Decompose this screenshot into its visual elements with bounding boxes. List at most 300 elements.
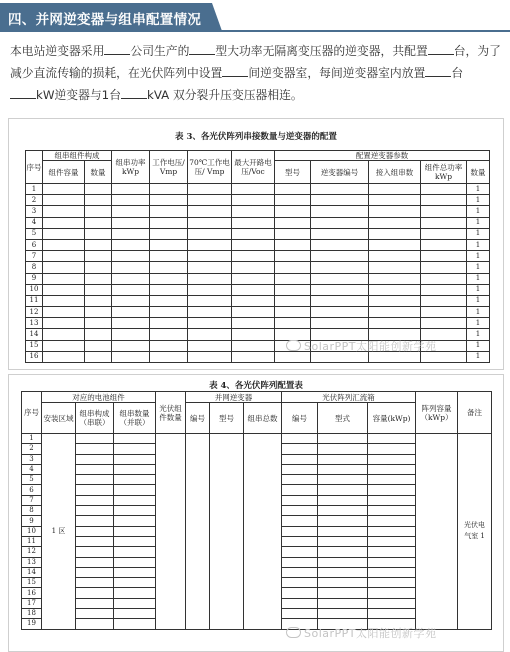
table-cell	[43, 318, 85, 329]
blank-per-room	[425, 64, 451, 77]
t3-h-count: 数量	[85, 161, 112, 184]
t3-h-group: 组串组件构成	[43, 151, 112, 161]
table-cell	[282, 526, 318, 536]
table-cell	[368, 464, 416, 474]
t4-h-inv-model: 型号	[210, 403, 244, 434]
table-cell	[282, 609, 318, 619]
table-cell	[114, 526, 156, 536]
table-cell	[76, 588, 114, 598]
para-text-5: 间逆变器室，每间逆变器室内放置	[248, 66, 426, 80]
table-cell	[318, 609, 368, 619]
table-cell	[368, 506, 416, 516]
table-cell	[369, 195, 421, 206]
table-cell	[369, 217, 421, 228]
table-cell	[421, 273, 467, 284]
table-cell	[112, 318, 150, 329]
table-cell	[311, 228, 369, 239]
row-number: 4	[22, 464, 42, 474]
table-cell	[368, 547, 416, 557]
table-cell	[112, 228, 150, 239]
blank-company	[104, 42, 130, 55]
table-cell	[150, 195, 188, 206]
row-number: 8	[22, 506, 42, 516]
table-cell	[85, 206, 112, 217]
table-cell	[188, 195, 232, 206]
para-text-7: kW逆变器与1台	[36, 88, 121, 102]
table-row	[26, 239, 490, 250]
table-cell	[275, 307, 311, 318]
table-cell	[275, 284, 311, 295]
table-row	[26, 295, 490, 306]
row-number: 1	[26, 184, 43, 195]
row-number: 18	[22, 609, 42, 619]
table-cell	[43, 195, 85, 206]
table-cell	[43, 217, 85, 228]
row-number: 13	[26, 318, 43, 329]
table-cell	[232, 340, 275, 351]
table-cell	[368, 588, 416, 598]
t3-h-access: 接入组串数	[369, 161, 421, 184]
table-cell	[76, 547, 114, 557]
table-cell	[369, 307, 421, 318]
table-cell	[114, 495, 156, 505]
table-cell	[318, 536, 368, 546]
row-number: 9	[26, 273, 43, 284]
table-cell	[318, 598, 368, 608]
table-cell	[150, 318, 188, 329]
table-cell	[421, 217, 467, 228]
table-cell	[85, 351, 112, 362]
table-cell	[150, 251, 188, 262]
section-title: 四、并网逆变器与组串配置情况	[8, 12, 202, 28]
table-cell	[112, 251, 150, 262]
table-cell	[369, 251, 421, 262]
row-number: 2	[22, 444, 42, 454]
table-cell	[368, 495, 416, 505]
table-cell	[43, 351, 85, 362]
table-row	[26, 273, 490, 284]
row-number: 10	[22, 526, 42, 536]
table-cell	[114, 464, 156, 474]
table-cell	[188, 239, 232, 250]
table-cell	[282, 495, 318, 505]
t3-h-string-power: 组串功率 kWp	[112, 151, 150, 184]
table-cell	[232, 329, 275, 340]
table-cell	[150, 184, 188, 195]
table-cell	[275, 251, 311, 262]
table-cell	[112, 351, 150, 362]
row-quantity: 1	[467, 217, 490, 228]
t3-h-voltage70: 70℃工作电压/ Vmp	[188, 151, 232, 184]
row-number: 2	[26, 195, 43, 206]
table-cell	[76, 619, 114, 629]
table3-caption: 表 3、各光伏阵列串接数量与逆变器的配置	[175, 132, 337, 142]
table-cell	[188, 228, 232, 239]
table-cell	[112, 284, 150, 295]
table-cell	[282, 557, 318, 567]
table-cell	[112, 195, 150, 206]
table-cell	[275, 206, 311, 217]
row-number: 6	[22, 485, 42, 495]
watermark-text: SolarPPT太阳能创新学苑	[304, 340, 437, 353]
table-cell	[43, 228, 85, 239]
table-cell	[188, 351, 232, 362]
table-cell	[112, 206, 150, 217]
table-cell	[368, 536, 416, 546]
table-cell	[421, 307, 467, 318]
row-number: 15	[22, 578, 42, 588]
table-cell	[421, 295, 467, 306]
row-number: 5	[26, 228, 43, 239]
table-cell	[318, 485, 368, 495]
table-cell	[188, 284, 232, 295]
table-cell	[275, 295, 311, 306]
row-number: 14	[22, 567, 42, 577]
table-cell	[76, 454, 114, 464]
table-cell	[112, 340, 150, 351]
table-cell	[421, 195, 467, 206]
table-cell	[369, 262, 421, 273]
table-cell	[282, 475, 318, 485]
row-number: 12	[22, 547, 42, 557]
table-cell	[85, 184, 112, 195]
table-cell	[43, 273, 85, 284]
table-row	[26, 217, 490, 228]
watermark-logo-icon	[286, 627, 301, 638]
table-cell	[311, 262, 369, 273]
table-cell	[76, 567, 114, 577]
table-row	[26, 318, 490, 329]
t3-h-model: 型号	[275, 161, 311, 184]
table-cell	[311, 184, 369, 195]
t4-h-inv-no: 编号	[186, 403, 210, 434]
table-cell	[368, 485, 416, 495]
table-cell	[150, 340, 188, 351]
t4-h-array-capacity: 阵列容量（kWp）	[416, 392, 458, 434]
pv-count-cell	[156, 434, 186, 630]
row-number: 4	[26, 217, 43, 228]
table-row	[26, 228, 490, 239]
t4-h-inverter: 并网逆变器	[186, 392, 282, 403]
table-cell	[150, 262, 188, 273]
table-cell	[232, 307, 275, 318]
table-cell	[318, 588, 368, 598]
table-cell	[232, 273, 275, 284]
table-cell	[311, 239, 369, 250]
t4-h-inv-total: 组串总数	[244, 403, 282, 434]
table-cell	[282, 547, 318, 557]
t3-h-seq: 序号	[26, 151, 43, 184]
row-number: 5	[22, 475, 42, 485]
table-cell	[188, 217, 232, 228]
row-quantity: 1	[467, 228, 490, 239]
table-cell	[282, 598, 318, 608]
inverter-no-cell	[186, 434, 210, 630]
table-cell	[114, 475, 156, 485]
row-number: 1	[22, 434, 42, 444]
table-cell	[282, 516, 318, 526]
table-cell	[311, 273, 369, 284]
table-cell	[112, 184, 150, 195]
table-cell	[150, 273, 188, 284]
table-cell	[421, 184, 467, 195]
t3-h-capacity: 组件容量	[43, 161, 85, 184]
table-cell	[232, 206, 275, 217]
table-cell	[421, 251, 467, 262]
t3-h-inv-no: 逆变器编号	[311, 161, 369, 184]
row-quantity: 1	[467, 195, 490, 206]
table-cell	[76, 598, 114, 608]
table-cell	[282, 444, 318, 454]
row-quantity: 1	[467, 251, 490, 262]
table-cell	[43, 262, 85, 273]
table-cell	[114, 598, 156, 608]
table-cell	[421, 228, 467, 239]
table-cell	[188, 340, 232, 351]
para-text-3: 型大功率无隔离变压器的逆变器，共配置	[215, 44, 428, 58]
table-cell	[421, 239, 467, 250]
table-cell	[311, 307, 369, 318]
table-row	[22, 434, 492, 444]
t4-h-composition: 组串构成（串联）	[76, 403, 114, 434]
table-cell	[369, 184, 421, 195]
table-cell	[112, 217, 150, 228]
row-number: 11	[22, 536, 42, 546]
watermark	[286, 338, 437, 354]
table-cell	[114, 609, 156, 619]
table-cell	[114, 506, 156, 516]
table-cell	[232, 195, 275, 206]
table-cell	[150, 228, 188, 239]
table-cell	[369, 318, 421, 329]
table-cell	[275, 195, 311, 206]
table-cell	[43, 295, 85, 306]
table-cell	[76, 506, 114, 516]
table-cell	[76, 475, 114, 485]
table-cell	[282, 485, 318, 495]
table-cell	[112, 307, 150, 318]
row-quantity: 1	[467, 262, 490, 273]
table-cell	[368, 454, 416, 464]
table-cell	[232, 228, 275, 239]
table-cell	[282, 588, 318, 598]
table-cell	[76, 536, 114, 546]
table-cell	[368, 578, 416, 588]
table-cell	[114, 578, 156, 588]
table-cell	[368, 516, 416, 526]
section-header-underline	[0, 30, 510, 32]
para-text-4: 台，为了减少直流传输的损耗，在光伏阵列中设置	[10, 44, 501, 80]
table-cell	[43, 329, 85, 340]
row-number: 7	[26, 251, 43, 262]
table-cell	[232, 251, 275, 262]
row-number: 7	[22, 495, 42, 505]
table-cell	[318, 506, 368, 516]
row-number: 15	[26, 340, 43, 351]
table-cell	[188, 295, 232, 306]
table-cell	[114, 485, 156, 495]
t4-h-cb-type: 型式	[318, 403, 368, 434]
table-cell	[368, 526, 416, 536]
table-cell	[112, 239, 150, 250]
blank-count	[428, 42, 454, 55]
row-quantity: 1	[467, 307, 490, 318]
table-cell	[282, 567, 318, 577]
table-cell	[368, 609, 416, 619]
table-cell	[188, 262, 232, 273]
table-cell	[150, 307, 188, 318]
watermark-text: SolarPPT太阳能创新学苑	[304, 627, 437, 640]
table-row	[26, 195, 490, 206]
table-cell	[112, 262, 150, 273]
table-cell	[369, 273, 421, 284]
table-cell	[114, 619, 156, 629]
table-cell	[76, 464, 114, 474]
table-cell	[85, 284, 112, 295]
table-cell	[85, 262, 112, 273]
table-cell	[188, 318, 232, 329]
note-cell: 光伏电气室 1	[458, 434, 492, 630]
t4-h-group-count: 组串数量（并联）	[114, 403, 156, 434]
row-quantity: 1	[467, 273, 490, 284]
table-cell	[232, 239, 275, 250]
row-quantity: 1	[467, 329, 490, 340]
table-cell	[318, 454, 368, 464]
t3-h-total-power: 组件总功率 kWp	[421, 161, 467, 184]
table-row	[26, 307, 490, 318]
table-cell	[311, 318, 369, 329]
row-number: 9	[22, 516, 42, 526]
inverter-total-cell	[244, 434, 282, 630]
table-cell	[318, 434, 368, 444]
table-cell	[232, 284, 275, 295]
row-number: 16	[26, 351, 43, 362]
table-cell	[150, 284, 188, 295]
table-row	[26, 206, 490, 217]
table-cell	[421, 206, 467, 217]
table-cell	[85, 340, 112, 351]
table-cell	[76, 495, 114, 505]
table-cell	[318, 516, 368, 526]
table-row	[26, 184, 490, 195]
array-capacity-cell	[416, 434, 458, 630]
table-cell	[421, 262, 467, 273]
blank-kva	[121, 86, 147, 99]
table-cell	[85, 295, 112, 306]
row-number: 19	[22, 619, 42, 629]
table-cell	[311, 195, 369, 206]
table-cell	[275, 262, 311, 273]
table-cell	[275, 228, 311, 239]
t4-h-cb-no: 编号	[282, 403, 318, 434]
table-cell	[232, 262, 275, 273]
para-text-6: 台	[451, 66, 464, 80]
t3-h-max-voltage: 最大开路电压/Voc	[232, 151, 275, 184]
table-cell	[275, 273, 311, 284]
watermark-logo-icon	[286, 340, 301, 351]
table-cell	[114, 454, 156, 464]
table-cell	[318, 495, 368, 505]
table-cell	[368, 444, 416, 454]
table-cell	[114, 567, 156, 577]
table-cell	[150, 295, 188, 306]
table-cell	[311, 206, 369, 217]
table-cell	[188, 329, 232, 340]
table4-caption: 表 4、各光伏阵列配置表	[209, 381, 303, 391]
table-cell	[43, 340, 85, 351]
table-cell	[369, 228, 421, 239]
table-cell	[232, 217, 275, 228]
table-cell	[85, 329, 112, 340]
table-cell	[43, 206, 85, 217]
table-cell	[188, 184, 232, 195]
table-cell	[369, 206, 421, 217]
table-cell	[311, 217, 369, 228]
table-cell	[318, 557, 368, 567]
watermark	[286, 625, 437, 641]
table-cell	[318, 578, 368, 588]
table3-panel	[8, 118, 504, 370]
table-cell	[150, 351, 188, 362]
table-cell	[150, 206, 188, 217]
table-cell	[150, 329, 188, 340]
table-cell	[76, 557, 114, 567]
table-cell	[112, 295, 150, 306]
table-cell	[85, 307, 112, 318]
table-cell	[76, 578, 114, 588]
table-cell	[421, 318, 467, 329]
table-cell	[43, 251, 85, 262]
t4-h-cb-capacity: 容量(kWp)	[368, 403, 416, 434]
table-cell	[282, 536, 318, 546]
inverter-model-cell	[210, 434, 244, 630]
t4-h-note: 备注	[458, 392, 492, 434]
row-number: 11	[26, 295, 43, 306]
row-number: 6	[26, 239, 43, 250]
table-cell	[275, 217, 311, 228]
table-cell	[318, 526, 368, 536]
t4-h-pv-count: 光伏组件数量	[156, 392, 186, 434]
row-quantity: 1	[467, 318, 490, 329]
table-cell	[232, 295, 275, 306]
table-cell	[368, 598, 416, 608]
table-cell	[114, 536, 156, 546]
row-number: 14	[26, 329, 43, 340]
table-cell	[112, 273, 150, 284]
row-number: 16	[22, 588, 42, 598]
table-cell	[112, 329, 150, 340]
table-cell	[282, 454, 318, 464]
table-cell	[150, 217, 188, 228]
t4-h-battery: 对应的电池组件	[42, 392, 156, 403]
t4-h-seq: 序号	[22, 392, 42, 434]
table-cell	[76, 516, 114, 526]
table-cell	[275, 239, 311, 250]
t3-h-inverter-params: 配置逆变器参数	[275, 151, 490, 161]
table-cell	[114, 588, 156, 598]
table-cell	[85, 239, 112, 250]
table-cell	[43, 239, 85, 250]
table-cell	[369, 295, 421, 306]
section-header	[0, 3, 510, 31]
table-cell	[368, 475, 416, 485]
para-text-1: 本电站逆变器采用	[10, 44, 105, 58]
table-cell	[114, 434, 156, 444]
table-cell	[421, 284, 467, 295]
blank-model	[189, 42, 215, 55]
row-quantity: 1	[467, 184, 490, 195]
row-number: 13	[22, 557, 42, 567]
